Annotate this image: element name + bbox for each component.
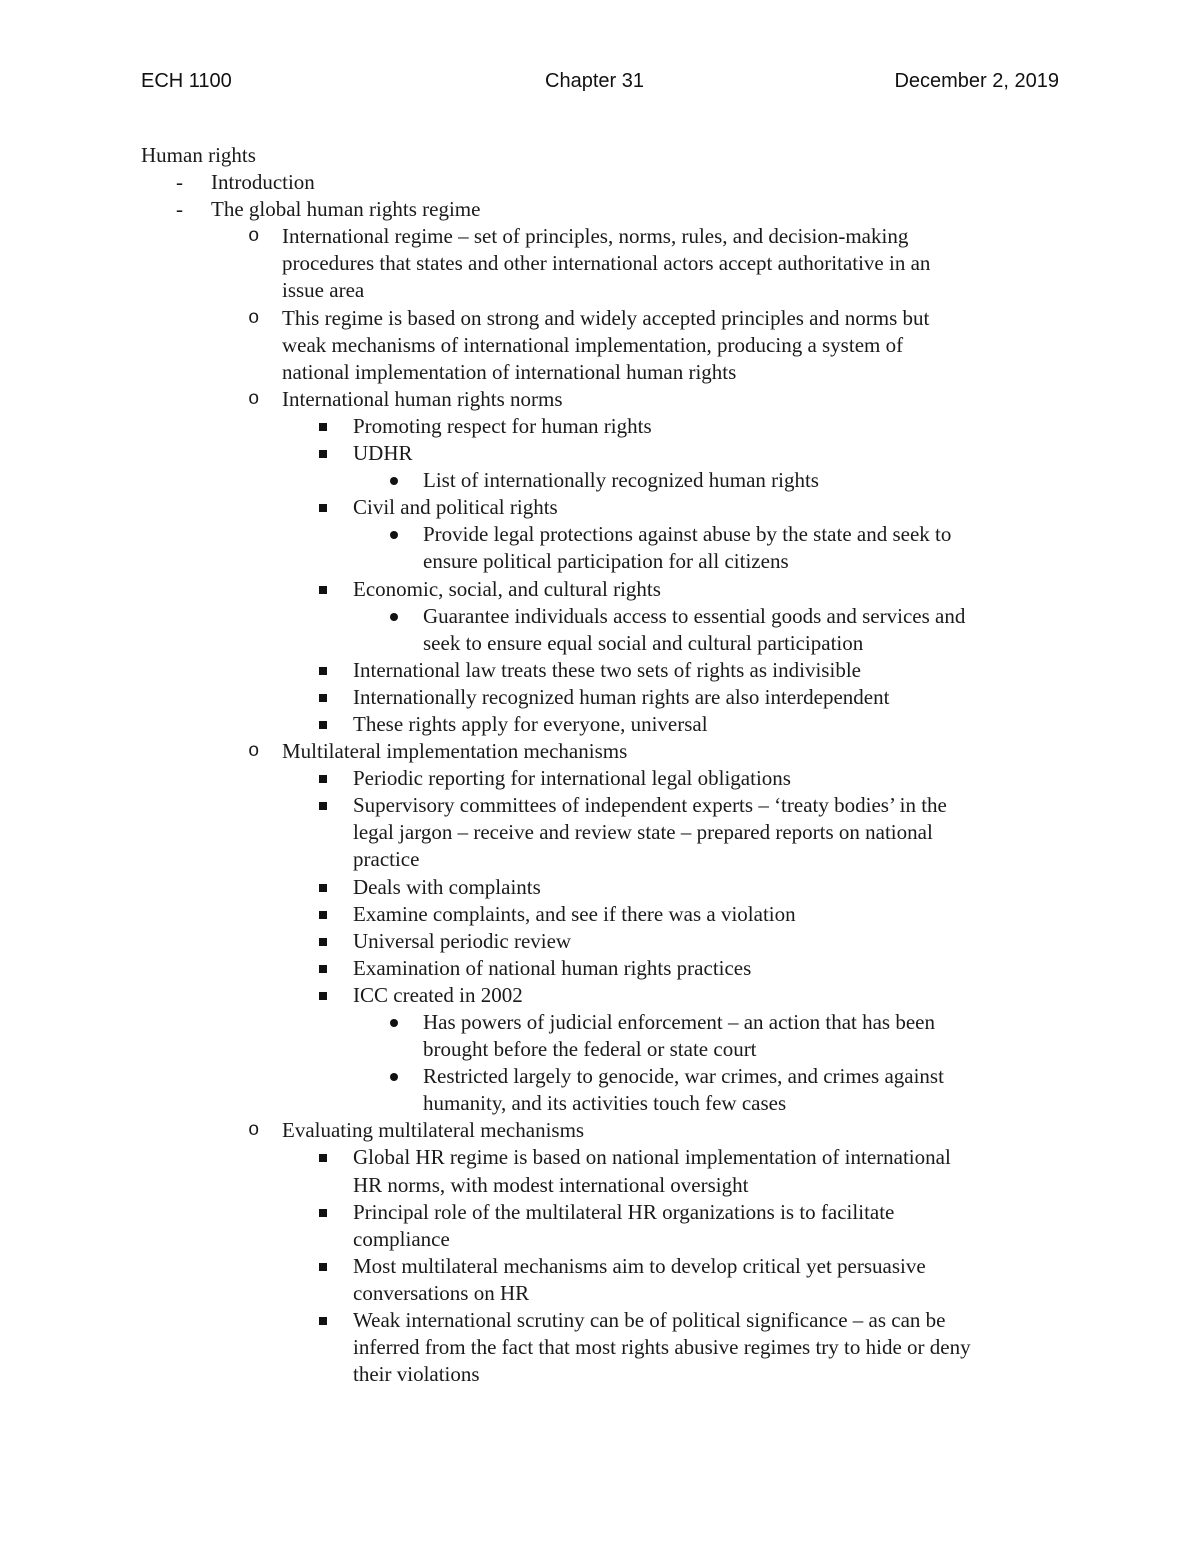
square-bullet-icon [319,1317,327,1325]
circle-bullet-icon: o [248,225,260,248]
outline-item [0,548,1200,575]
dash-bullet-icon: - [176,170,183,195]
outline-item [0,657,1200,684]
outline-text: inferred from the fact that most rights abusive regimes try to hide or deny [353,1335,971,1360]
outline-item [0,1090,1200,1117]
outline-text: Multilateral implementation mechanisms [282,739,628,764]
outline-text: Introduction [211,170,315,195]
outline-text: Provide legal protections against abuse by the state and seek to [423,522,952,547]
circle-bullet-icon: o [248,740,260,763]
outline-text: International human rights norms [282,386,563,411]
outline-text: Weak international scrutiny can be of political significance – as can be [353,1308,946,1333]
outline-item [0,359,1200,386]
outline-item [0,1361,1200,1388]
round-bullet-icon [390,531,398,539]
chapter-title: Chapter 31 [545,70,644,92]
outline-item [0,874,1200,901]
outline-item [0,928,1200,955]
outline-text: legal jargon – receive and review state – prepared reports on national [353,820,933,845]
outline-item [0,576,1200,603]
square-bullet-icon [319,775,327,783]
outline-text: Guarantee individuals access to essential goods and services and [423,603,966,628]
square-bullet-icon [319,938,327,946]
square-bullet-icon [319,1209,327,1217]
outline-item [0,630,1200,657]
outline-text: humanity, and its activities touch few cases [423,1091,787,1116]
outline-text: Supervisory committees of independent experts – ‘treaty bodies’ in the [353,793,947,818]
outline-item [0,1063,1200,1090]
outline-text: conversations on HR [353,1280,530,1305]
outline-text: Most multilateral mechanisms aim to develop critical yet persuasive [353,1253,926,1278]
outline-text: Promoting respect for human rights [353,413,652,438]
section-heading [0,142,1200,169]
outline-item [0,1307,1200,1334]
outline-text: compliance [353,1226,450,1251]
outline-item [0,223,1200,250]
outline-item [0,305,1200,332]
outline-text: Examination of national human rights practices [353,955,752,980]
round-bullet-icon [390,477,398,485]
outline-text: UDHR [353,441,413,466]
square-bullet-icon [319,1154,327,1162]
outline-item [0,250,1200,277]
course-code: ECH 1100 [141,70,232,92]
outline-item [0,169,1200,196]
outline-text: brought before the federal or state court [423,1037,757,1062]
outline-text: Civil and political rights [353,495,558,520]
outline-item [0,792,1200,819]
outline-item [0,332,1200,359]
square-bullet-icon [319,965,327,973]
outline-item [0,1280,1200,1307]
outline-text: seek to ensure equal social and cultural participation [423,630,864,655]
outline-text: weak mechanisms of international implementation, producing a system of [282,332,904,357]
square-bullet-icon [319,667,327,675]
outline-item [0,1117,1200,1144]
outline-text: their violations [353,1362,480,1387]
square-bullet-icon [319,504,327,512]
round-bullet-icon [390,1073,398,1081]
outline-item [0,738,1200,765]
outline-text: Human rights [141,143,256,167]
circle-bullet-icon: o [248,387,260,410]
outline-text: International law treats these two sets of rights as indivisible [353,657,861,682]
page-header [141,70,1059,100]
outline-text: practice [353,847,420,872]
outline-text: Restricted largely to genocide, war crimes, and crimes against [423,1064,944,1089]
square-bullet-icon [319,694,327,702]
dash-bullet-icon: - [176,197,183,222]
outline-item [0,413,1200,440]
outline-item [0,494,1200,521]
notes-outline [0,142,1200,1388]
outline-text: Examine complaints, and see if there was a violation [353,901,796,926]
outline-text: Global HR regime is based on national implementation of international [353,1145,951,1170]
outline-text: ICC created in 2002 [353,982,523,1007]
square-bullet-icon [319,911,327,919]
outline-item [0,1144,1200,1171]
outline-text: ensure political participation for all citizens [423,549,789,574]
outline-text: HR norms, with modest international oversight [353,1172,749,1197]
outline-item [0,386,1200,413]
outline-text: Has powers of judicial enforcement – an action that has been [423,1010,935,1034]
square-bullet-icon [319,802,327,810]
outline-text: Deals with complaints [353,874,541,899]
outline-item [0,1009,1200,1036]
outline-text: The global human rights regime [211,197,481,222]
circle-bullet-icon: o [248,1119,260,1142]
outline-text: List of internationally recognized human rights [423,468,819,493]
outline-item [0,1172,1200,1199]
outline-text: Principal role of the multilateral HR organizations is to facilitate [353,1199,895,1224]
outline-item [0,1036,1200,1063]
outline-text: procedures that states and other international actors accept authoritative in an [282,251,931,276]
outline-text: Evaluating multilateral mechanisms [282,1118,585,1143]
square-bullet-icon [319,884,327,892]
outline-item [0,955,1200,982]
square-bullet-icon [319,586,327,594]
outline-item [0,1199,1200,1226]
outline-item [0,196,1200,223]
outline-item [0,277,1200,304]
round-bullet-icon [390,613,398,621]
square-bullet-icon [319,423,327,431]
outline-item [0,1226,1200,1253]
outline-text: issue area [282,278,365,303]
outline-item [0,1253,1200,1280]
outline-item [0,440,1200,467]
outline-text: Economic, social, and cultural rights [353,576,661,601]
circle-bullet-icon: o [248,306,260,329]
outline-item [0,684,1200,711]
document-date: December 2, 2019 [894,70,1059,92]
outline-item [0,521,1200,548]
outline-item [0,901,1200,928]
square-bullet-icon [319,1263,327,1271]
outline-text: Internationally recognized human rights are also interdependent [353,684,890,709]
outline-item [0,467,1200,494]
outline-item [0,1334,1200,1361]
outline-item [0,603,1200,630]
square-bullet-icon [319,450,327,458]
square-bullet-icon [319,992,327,1000]
outline-text: International regime – set of principles, norms, rules, and decision-making [282,224,909,249]
outline-text: Universal periodic review [353,928,572,953]
outline-item [0,982,1200,1009]
outline-text: This regime is based on strong and widely accepted principles and norms but [282,305,930,330]
outline-item [0,846,1200,873]
outline-text: Periodic reporting for international legal obligations [353,766,791,791]
outline-item [0,819,1200,846]
outline-text: national implementation of international human rights [282,359,737,384]
outline-item [0,765,1200,792]
outline-text: These rights apply for everyone, universal [353,711,708,736]
round-bullet-icon [390,1019,398,1027]
outline-item [0,711,1200,738]
square-bullet-icon [319,721,327,729]
